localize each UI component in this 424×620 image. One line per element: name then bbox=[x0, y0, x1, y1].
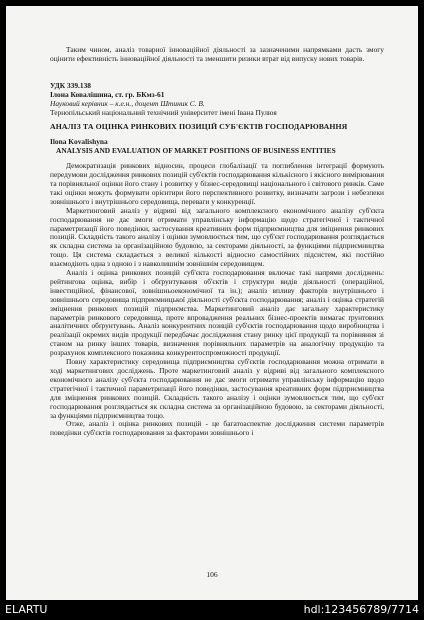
article-header bbox=[50, 82, 384, 156]
body-paragraph: Маркетинговий аналіз у відриві від загального комплексного економічного аналізу суб'єкта господарювання не дає змоги отримати управлінську інформацію щодо стратегічної і тактичної параметризації його поведінки, застосування креативних форм підприємництва для зміцнення ринкових позицій. Складність такого аналізу і оцінки зумовлюється тим, що суб'єкт господарювання розглядається як складна система за організаційною будовою, за секторами діяльності, за функціями підприємництва тощо. Ця система складається з великої кількості відносно самостійних підсистем, які постійно взаємодіють одна з одною і з навколишнім зовнішнім середовищем. bbox=[50, 205, 384, 269]
supervisor-line: Науковий керівник – к.е.н., доцент Штиник С. В. bbox=[50, 98, 205, 108]
udc-code: УДК 339.138 bbox=[50, 80, 91, 90]
body-paragraph: Демократизація ринкових відносин, процеси глобалізації та поглиблення інтеграції формують передумови дослідження ринкових позицій суб'єктів господарювання кількісного і якісного вимірювання та порівняльної оцінки його стану і розвитку у бізнес-середовищі національного і світового ринків. Саме такі оцінки можуть формувати орієнтири його перспективного розвитку, визначати загрози і небезпеки зовнішнього і внутрішнього середовища, переваги у конкуренції. bbox=[50, 161, 384, 206]
author-line: Ілона Ковалішина, ст. гр. БКмз-61 bbox=[50, 89, 165, 99]
footer-repository: ELARTU bbox=[5, 603, 48, 616]
page-number: 106 bbox=[206, 570, 218, 579]
body-paragraph: Повну характеристику середовища підприємництва суб'єктів господарювання можна отримати в ході маркетингових досліджень. Проте маркетинговий аналіз у відриві від загального комплексного економічного аналізу суб'єкта господарювання не дає змоги отримати управлінську інформацію щодо стратегічної і тактичної параметризації його поведінки, застосування креативних форм підприємництва для зміцнення ринкових позицій. Складність такого аналізу і оцінки зумовлюється тим, що суб'єкт господарювання розглядається як складна система за організаційною будовою, за секторами діяльності, за функціями підприємництва тощо. bbox=[50, 357, 384, 420]
university-line: Тернопільський національний технічний університет імені Івана Пулюя bbox=[50, 107, 277, 117]
body-paragraph: Аналіз і оцінка ринкових позицій суб'єкта господарювання включає такі напрями досліджень: рейтингова оцінка, вибір і обґрунтування об'єктів і структури видів діяльності (операційної, інвестиційної, фінансової, зовнішньоекономічної та ін.); аналіз впливу факторів внутрішнього і зовнішнього середовища підприємницької діяльності суб'єкта господарювання; аналіз і оцінка стратегій зміцнення ринкових позицій підприємства. Маркетинговий аналіз дає загальну характеристику параметрів ринкового середовища, проте впровадження реальних бізнес-проектів вимагає ґрунтовних аналітичних обґрунтувань. Аналіз конкурентних позицій суб'єктів господарювання щодо виробництва і реалізації окремих видів продукції передбачає дослідження стану ринку цієї продукції та порівняння зі станом на ринку інших товарів, визначення порівняльних параметрів на аналогічну продукцію та розрахунок комплексного показника конкурентоспроможності продукції. bbox=[50, 268, 384, 358]
intro-paragraph: Таким чином, аналіз товарної інноваційної діяльності за зазначеними напрямками дасть змогу оцінити ефективність інноваційної діяльності та зменшити ризики втрат від випуску нових товарів. bbox=[50, 45, 384, 63]
document-page bbox=[6, 6, 418, 600]
body-paragraph: Отже, аналіз і оцінка ринкових позицій - це багатоаспектне дослідження системи параметрів поведінки суб'єктів господарювання за факторами зовнішнього і bbox=[50, 419, 384, 438]
article-title-ua: АНАЛІЗ ТА ОЦІНКА РИНКОВИХ ПОЗИЦІЙ СУБ'ЄКТІВ ГОСПОДАРЮВАННЯ bbox=[50, 122, 348, 132]
article-title-en: ANALYSIS AND EVALUATION OF MARKET POSITIONS OF BUSINESS ENTITIES bbox=[56, 146, 336, 156]
author-name-en: Ilona Kovalishyna bbox=[50, 137, 108, 147]
page-content bbox=[50, 46, 384, 438]
footer-handle: hdl:123456789/7714 bbox=[303, 603, 419, 616]
footer-bar bbox=[0, 600, 424, 620]
